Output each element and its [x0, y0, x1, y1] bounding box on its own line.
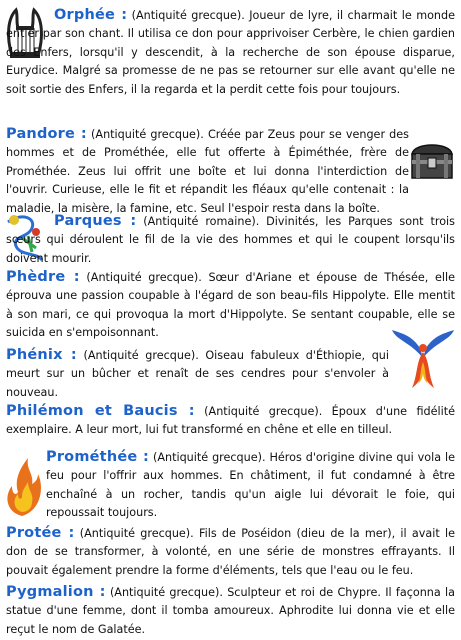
entry-title: Orphée : — [54, 7, 128, 23]
entry-text: (Antiquité grecque). Oiseau fabuleux d'Éthiopie, qui meurt sur un bûcher et renaît de ses cendres pour s'envoler à nouveau. — [6, 349, 389, 399]
entry-phenix — [6, 346, 389, 402]
entry-text: (Antiquité grecque). Époux d'une fidélité exemplaire. A leur mort, lui fut transformé en chêne et elle en tilleul. — [6, 405, 455, 437]
entry-text: (Antiquité grecque). Créée par Zeus pour se venger des hommes et de Prométhée, elle fut offerte à Épiméthée, frère de Prométhée. Zeus lui offrit une boîte et lui donna l'interdiction de l'ouvrir. Curieuse, elle le fit et répandit les fléaux qu'elle contenait : la maladie, la misère, la famine, etc. Seul l'espoir resta dans la boîte. — [6, 128, 409, 215]
entry-text: (Antiquité grecque). Sœur d'Ariane et épouse de Thésée, elle éprouva une passion coupable à l'égard de son beau-fils Hippolyte. Elle mentit à son mari, ce qui provoqua la mort d'Hippolyte. Se sentant coupable, elle se suicida en s'empoisonnant. — [6, 271, 455, 340]
entry-text: (Antiquité grecque). Fils de Poséidon (dieu de la mer), il avait le don de se transformer, à volonté, en une série de monstres effrayants. Il pouvait également prendre la forme d'éléments, tels que l'eau ou le feu. — [6, 527, 455, 577]
treasure-chest-icon — [408, 140, 456, 184]
entry-pandore — [6, 125, 409, 218]
entry-text: (Antiquité grecque). Sculpteur et roi de Chypre. Il façonna la statue d'une femme, dont il tomba amoureux. Aphrodite lui donna vie et elle reçut le nom de Galatée. — [6, 586, 455, 636]
entry-parques — [6, 212, 455, 268]
entry-orphee — [6, 6, 455, 99]
entry-protee — [6, 524, 455, 580]
entry-title: Pandore : — [6, 126, 87, 142]
entry-title: Parques : — [54, 213, 137, 229]
entry-phedre — [6, 268, 455, 343]
entry-text: (Antiquité grecque). Héros d'origine divine qui vola le feu pour l'offrir aux hommes. En châtiment, il fut condamné à être enchaîné à un rocher, tandis qu'un aigle lui dévorait le foie, qui repoussait toujours. — [46, 451, 455, 520]
entry-title: Phénix : — [6, 347, 77, 363]
entry-philemon-baucis — [6, 402, 455, 440]
entry-text: (Antiquité grecque). Joueur de lyre, il charmait le monde entier par son chant. Il utilisa ce don pour apprivoiser Cerbère, le chien gardien des Enfers, lorsqu'il y descendit, à la recherche de son épouse disparue, Eurydice. Malgré sa promesse de ne pas se retourner sur elle avant qu'elle ne soit sortie des Enfers, il la regarda et la perdit cette fois pour toujours. — [6, 9, 456, 96]
entry-title: Pygmalion : — [6, 584, 106, 600]
entry-title: Prométhée : — [46, 449, 150, 465]
entry-title: Philémon et Baucis : — [6, 403, 195, 419]
fire-icon — [2, 452, 44, 518]
entry-promethee — [46, 448, 455, 523]
entry-pygmalion — [6, 583, 455, 639]
phoenix-icon — [390, 322, 456, 390]
entry-title: Phèdre : — [6, 269, 80, 285]
entry-text: (Antiquité romaine). Divinités, les Parques sont trois sœurs qui déroulent le fil de la vie des hommes et qui le coupent lorsqu'ils doivent mourir. — [6, 215, 455, 265]
entry-title: Protée : — [6, 525, 75, 541]
